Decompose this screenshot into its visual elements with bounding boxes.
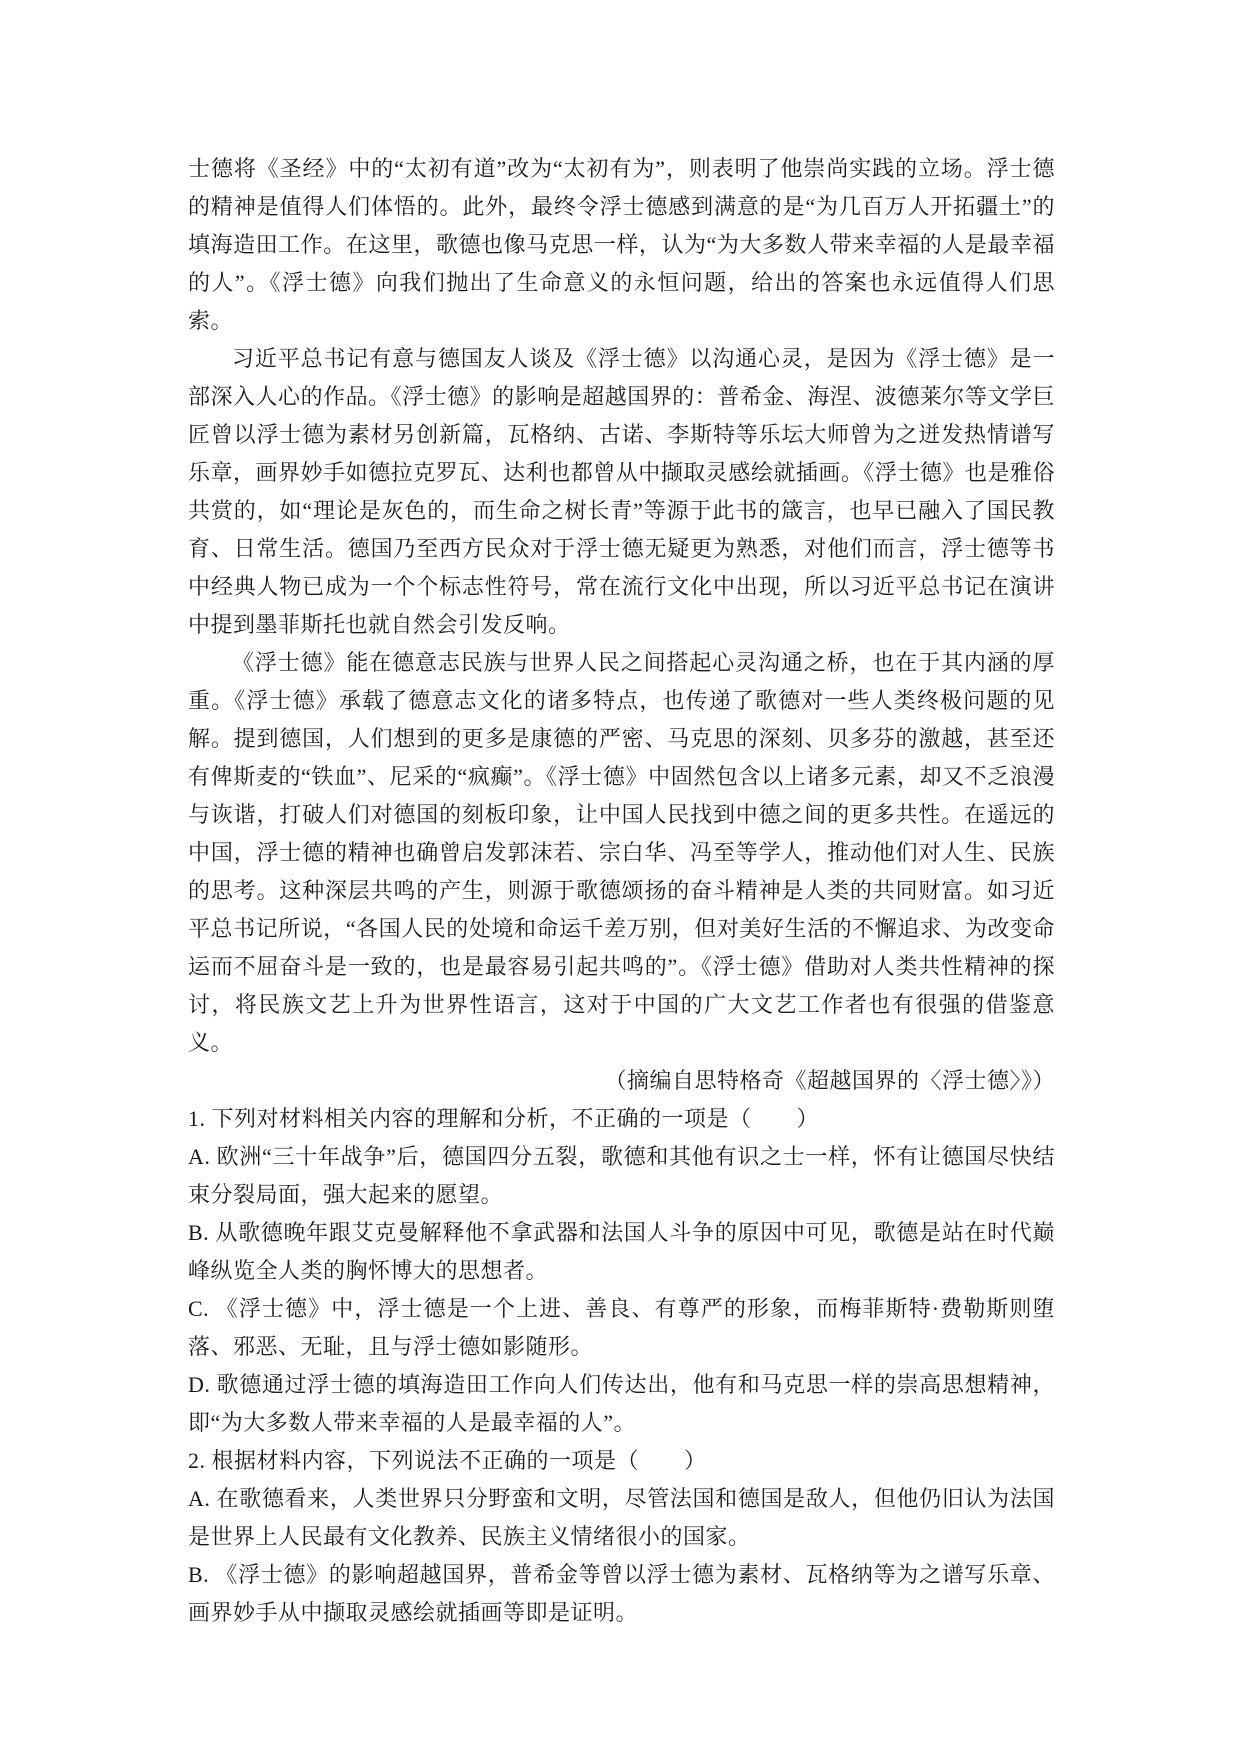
exam-reading-passage bbox=[188, 150, 1055, 1632]
question-1-option-a: A. 欧洲“三十年战争”后，德国四分五裂，歌德和其他有识之士一样，怀有让德国尽快结束分裂局面，强大起来的愿望。 bbox=[188, 1144, 1055, 1207]
question-2-option-b: B. 《浮士德》的影响超越国界，普希金等曾以浮士德为素材、瓦格纳等为之谱写乐章、画界妙手从中撷取灵感绘就插画等即是证明。 bbox=[188, 1562, 1055, 1625]
passage-paragraph-3: 《浮士德》能在德意志民族与世界人民之间搭起心灵沟通之桥，也在于其内涵的厚重。《浮士德》承载了德意志文化的诸多特点，也传递了歌德对一些人类终极问题的见解。提到德国，人们想到的更多是康德的严密、马克思的深刻、贝多芬的激越，甚至还有俾斯麦的“铁血”、尼采的“疯癫”。《浮士德》中固然包含以上诸多元素，却又不乏浪漫与诙谐，打破人们对德国的刻板印象，让中国人民找到中德之间的更多共性。在遥远的中国，浮士德的精神也确曾启发郭沫若、宗白华、冯至等学人，推动他们对人生、民族的思考。这种深层共鸣的产生，则源于歌德颂扬的奋斗精神是人类的共同财富。如习近平总书记所说，“各国人民的处境和命运千差万别，但对美好生活的不懈追求、为改变命运而不屈奋斗是一致的，也是最容易引起共鸣的”。《浮士德》借助对人类共性精神的探讨，将民族文艺上升为世界性语言，这对于中国的广大文艺工作者也有很强的借鉴意义。 bbox=[188, 650, 1055, 1055]
question-1-option-b: B. 从歌德晚年跟艾克曼解释他不拿武器和法国人斗争的原因中可见，歌德是站在时代巅峰纵览全人类的胸怀博大的思想者。 bbox=[188, 1220, 1055, 1283]
passage-paragraph-continuation: 士德将《圣经》中的“太初有道”改为“太初有为”，则表明了他崇尚实践的立场。浮士德的精神是值得人们体悟的。此外，最终令浮士德感到满意的是“为几百万人开拓疆土”的填海造田工作。在这里，歌德也像马克思一样，认为“为大多数人带来幸福的人是最幸福的人”。《浮士德》向我们抛出了生命意义的永恒问题，给出的答案也永远值得人们思索。 bbox=[188, 156, 1055, 333]
question-1-option-d: D. 歌德通过浮士德的填海造田工作向人们传达出，他有和马克思一样的崇高思想精神，即“为大多数人带来幸福的人是最幸福的人”。 bbox=[188, 1372, 1055, 1435]
passage-paragraph-2: 习近平总书记有意与德国友人谈及《浮士德》以沟通心灵，是因为《浮士德》是一部深入人心的作品。《浮士德》的影响是超越国界的：普希金、海涅、波德莱尔等文学巨匠曾以浮士德为素材另创新篇，瓦格纳、古诺、李斯特等乐坛大师曾为之迸发热情谱写乐章，画界妙手如德拉克罗瓦、达利也都曾从中撷取灵感绘就插画。《浮士德》也是雅俗共赏的，如“理论是灰色的，而生命之树长青”等源于此书的箴言，也早已融入了国民教育、日常生活。德国乃至西方民众对于浮士德无疑更为熟悉，对他们而言，浮士德等书中经典人物已成为一个个标志性符号，常在流行文化中出现，所以习近平总书记在演讲中提到墨菲斯托也就自然会引发反响。 bbox=[188, 346, 1055, 637]
question-2-stem: 2. 根据材料内容，下列说法不正确的一项是（ ） bbox=[188, 1448, 707, 1473]
question-1-option-c: C. 《浮士德》中，浮士德是一个上进、善良、有尊严的形象，而梅菲斯特·费勒斯则堕落、邪恶、无耻，且与浮士德如影随形。 bbox=[188, 1296, 1055, 1359]
question-1-stem: 1. 下列对材料相关内容的理解和分析，不正确的一项是（ ） bbox=[188, 1106, 820, 1131]
source-attribution: （摘编自思特格奇《超越国界的〈浮士德〉》） bbox=[604, 1068, 1055, 1093]
question-2-option-a: A. 在歌德看来，人类世界只分野蛮和文明，尽管法国和德国是敌人，但他仍旧认为法国是世界上人民最有文化教养、民族主义情绪很小的国家。 bbox=[188, 1486, 1055, 1549]
